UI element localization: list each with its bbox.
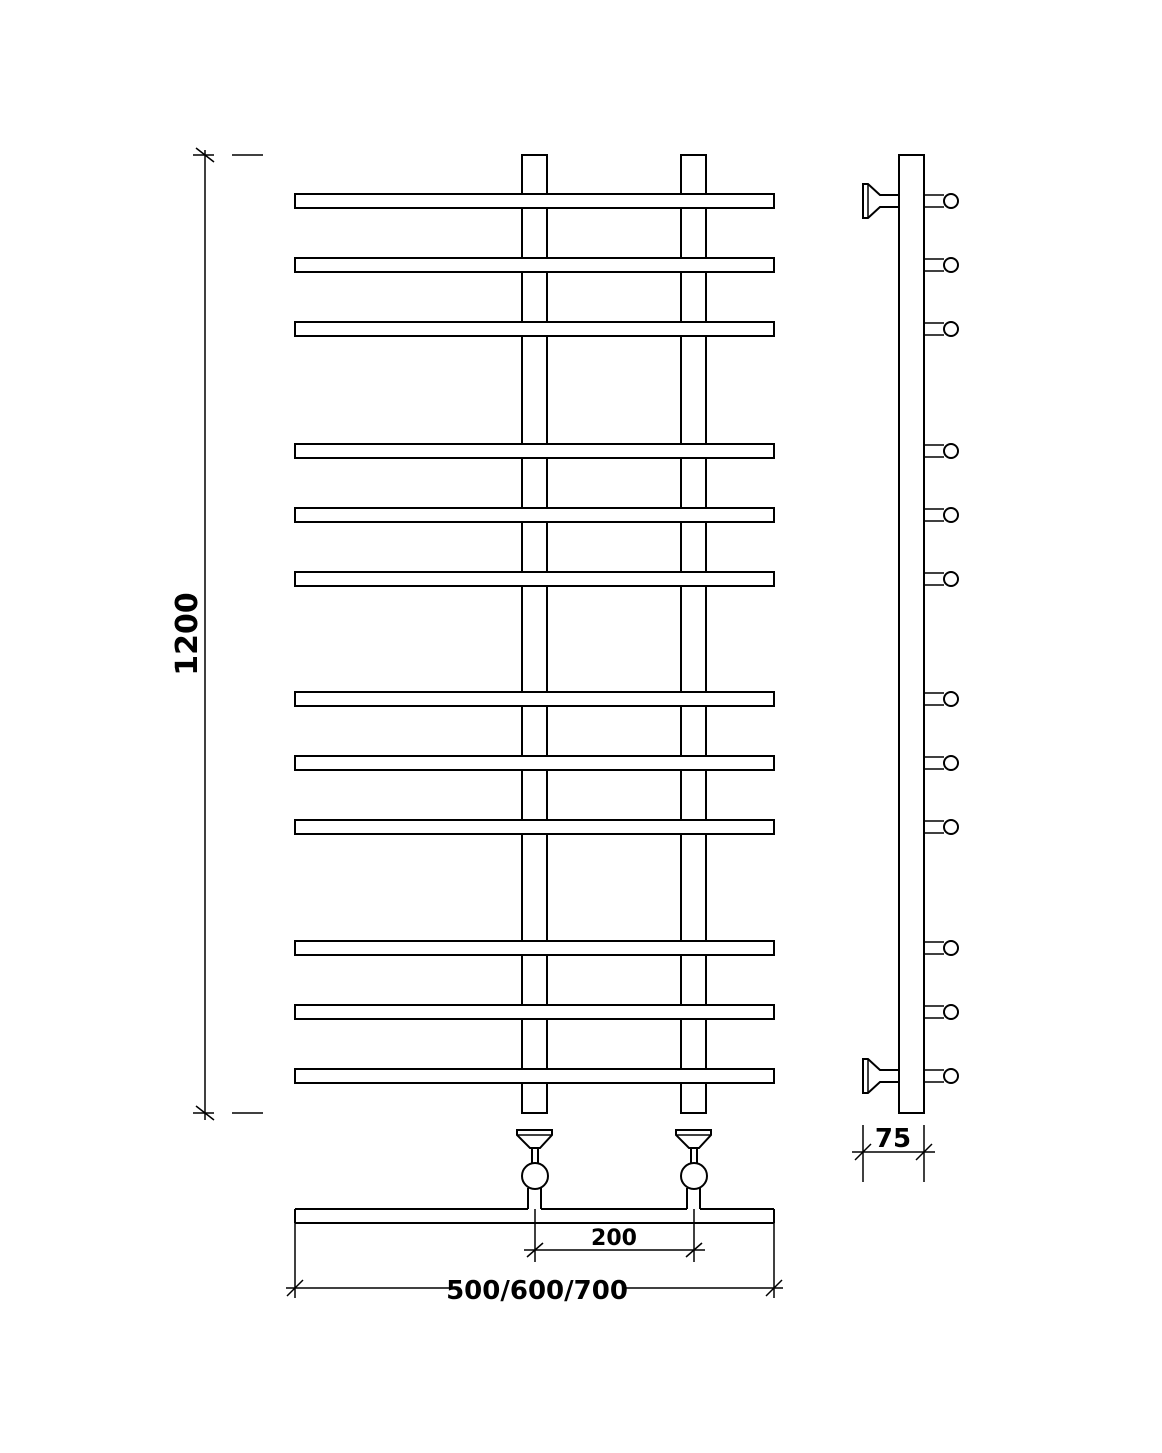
axis-spacing-dimension bbox=[524, 1209, 705, 1262]
plan-view bbox=[286, 1130, 783, 1306]
wall-bracket-top bbox=[863, 184, 899, 218]
side-rail-end bbox=[924, 820, 958, 834]
side-rail-end bbox=[924, 756, 958, 770]
side-rail-end bbox=[924, 444, 958, 458]
depth-dimension bbox=[852, 1124, 935, 1182]
horizontal-rail bbox=[295, 1069, 774, 1083]
right-vertical-collector bbox=[681, 155, 706, 1113]
horizontal-rail bbox=[295, 444, 774, 458]
horizontal-rail bbox=[295, 941, 774, 955]
side-rail-end bbox=[924, 1005, 958, 1019]
horizontal-rail bbox=[295, 820, 774, 834]
side-rail-end bbox=[924, 322, 958, 336]
horizontal-rail bbox=[295, 756, 774, 770]
height-label: 1200 bbox=[170, 592, 205, 676]
width-label: 500/600/700 bbox=[446, 1276, 628, 1306]
side-rail-end bbox=[924, 258, 958, 272]
left-connector bbox=[517, 1130, 552, 1209]
horizontal-rail bbox=[295, 572, 774, 586]
horizontal-rail bbox=[295, 692, 774, 706]
side-rail-end bbox=[924, 194, 958, 208]
horizontal-rail bbox=[295, 322, 774, 336]
horizontal-rail bbox=[295, 1005, 774, 1019]
side-rail-end bbox=[924, 692, 958, 706]
wall-bracket-bottom bbox=[863, 1059, 899, 1093]
horizontal-rail bbox=[295, 258, 774, 272]
horizontal-rail bbox=[295, 508, 774, 522]
left-vertical-collector bbox=[522, 155, 547, 1113]
horizontal-rail bbox=[295, 194, 774, 208]
side-rail-end bbox=[924, 1069, 958, 1083]
depth-label: 75 bbox=[874, 1124, 912, 1154]
front-view bbox=[295, 155, 774, 1113]
side-rail-end bbox=[924, 941, 958, 955]
axis-spacing-label: 200 bbox=[591, 1226, 637, 1251]
side-view bbox=[852, 155, 958, 1182]
right-connector bbox=[676, 1130, 711, 1209]
side-rail-end bbox=[924, 508, 958, 522]
side-rail-ends bbox=[924, 194, 958, 1083]
height-dimension bbox=[170, 148, 263, 1120]
side-rail-end bbox=[924, 572, 958, 586]
side-collector bbox=[899, 155, 924, 1113]
